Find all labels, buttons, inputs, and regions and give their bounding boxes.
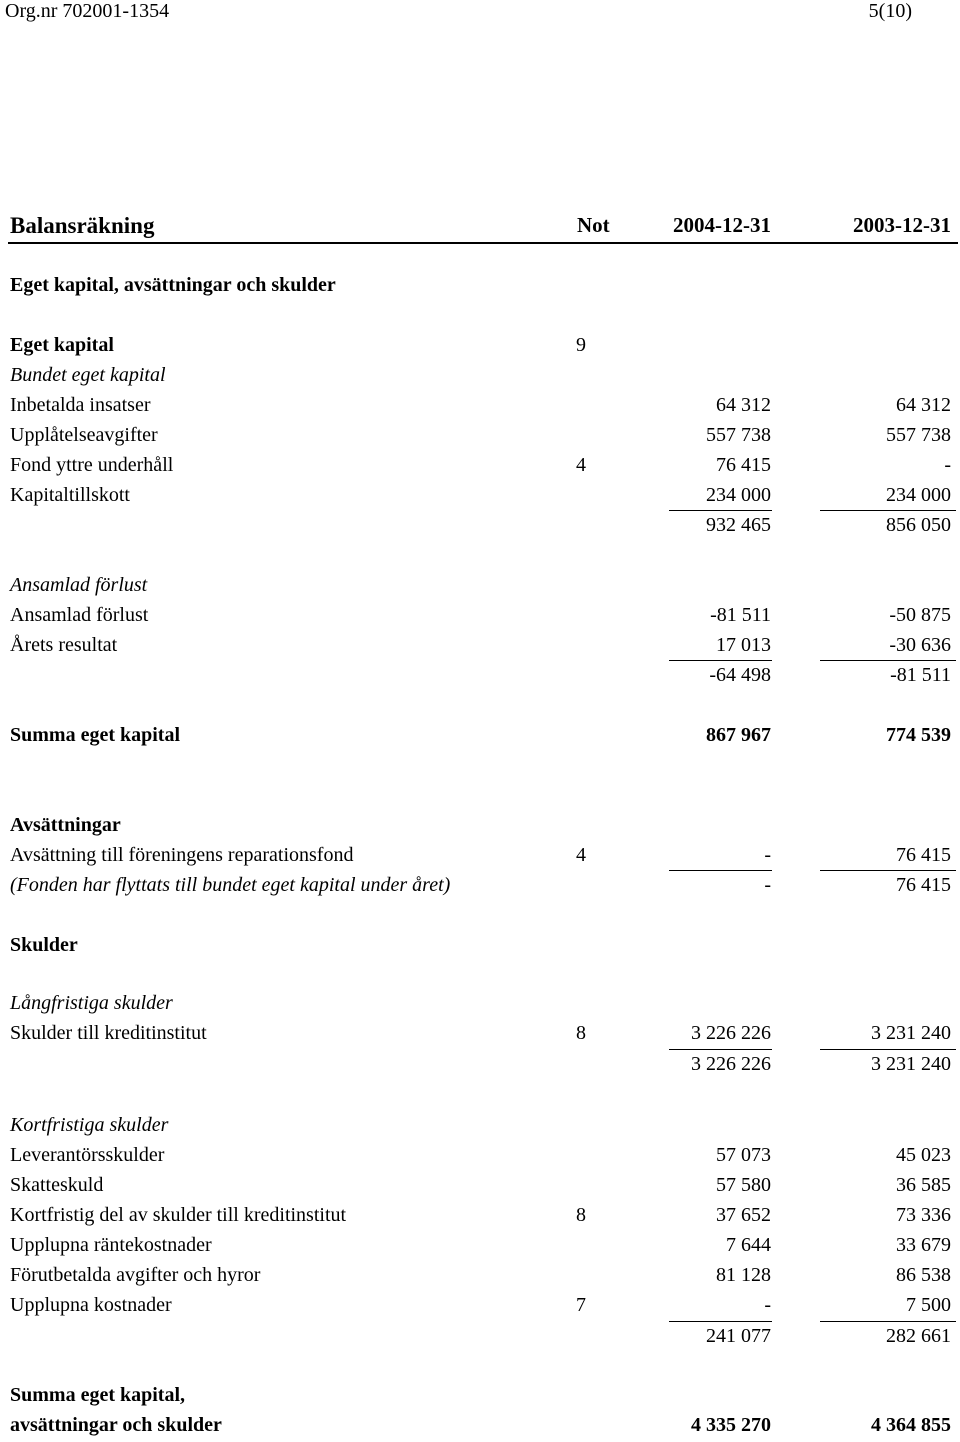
balance-row [0,574,960,602]
balance-row [0,724,960,752]
row-label: Leverantörsskulder [10,1144,165,1166]
row-label: Avsättning till föreningens reparationsfond [10,844,354,866]
row-value-2004: 64 312 [716,394,771,416]
row-value-2003: 33 679 [896,1234,951,1256]
row-value-2003: 557 738 [886,424,951,446]
row-note: 4 [576,844,586,866]
row-value-2004: -64 498 [709,664,771,686]
row-value-2003: 36 585 [896,1174,951,1196]
row-value-2004: - [764,1294,771,1316]
row-label: Kortfristiga skulder [10,1114,169,1136]
balance-row [0,1144,960,1172]
sum-underline [669,510,772,511]
org-number: Org.nr 702001-1354 [5,0,170,22]
row-value-2004: 81 128 [716,1264,771,1286]
row-value-2003: -81 511 [890,664,951,686]
row-label: Kapitaltillskott [10,484,130,506]
sum-underline [820,870,956,871]
balance-row [0,934,960,962]
row-label: Årets resultat [10,634,118,656]
row-label: Långfristiga skulder [10,992,173,1014]
row-note: 8 [576,1022,586,1044]
sum-underline [820,1321,956,1322]
balance-row [0,484,960,512]
row-value-2003: -30 636 [889,634,951,656]
balance-row [0,1264,960,1292]
row-value-2003: 234 000 [886,484,951,506]
row-label: Inbetalda insatser [10,394,151,416]
row-value-2003: 774 539 [886,724,951,746]
row-value-2004: 557 738 [706,424,771,446]
balance-row [0,364,960,392]
row-label: Eget kapital [10,334,114,356]
row-label: Kortfristig del av skulder till kreditinstitut [10,1204,347,1226]
row-note: 9 [576,334,586,356]
balance-row [0,844,960,872]
row-value-2004: 234 000 [706,484,771,506]
sum-underline [669,1049,772,1050]
row-value-2004: 4 335 270 [691,1414,771,1436]
balance-row [0,604,960,632]
balance-row [0,1022,960,1050]
row-value-2003: 86 538 [896,1264,951,1286]
balance-row [0,664,960,692]
balance-row [0,814,960,842]
row-value-2004: 3 226 226 [691,1022,771,1044]
balance-row [0,1053,960,1081]
row-note: 8 [576,1204,586,1226]
balance-row [0,1294,960,1322]
row-label: Eget kapital, avsättningar och skulder [10,274,336,296]
column-header-note: Not [577,213,610,237]
balance-row [0,1325,960,1353]
sum-underline [820,660,956,661]
row-value-2003: 3 231 240 [871,1053,951,1075]
row-value-2004: 57 580 [716,1174,771,1196]
balance-row [0,1384,960,1412]
balance-sheet-title: Balansräkning [10,213,155,238]
row-value-2004: 57 073 [716,1144,771,1166]
balance-row [0,1114,960,1142]
balance-row [0,634,960,662]
sum-underline [820,1049,956,1050]
row-label: Fond yttre underhåll [10,454,174,476]
balance-row [0,454,960,482]
row-value-2004: 932 465 [706,514,771,536]
row-value-2004: - [764,844,771,866]
row-value-2004: 17 013 [716,634,771,656]
row-label: avsättningar och skulder [10,1414,222,1436]
sum-underline [669,870,772,871]
row-note: 4 [576,454,586,476]
sum-underline [669,660,772,661]
sum-underline [820,510,956,511]
balance-row [0,424,960,452]
row-value-2003: 7 500 [906,1294,951,1316]
row-value-2004: 76 415 [716,454,771,476]
row-label: Summa eget kapital, [10,1384,185,1406]
balance-row [0,874,960,902]
row-label: Ansamlad förlust [10,574,148,596]
row-value-2004: 3 226 226 [691,1053,771,1075]
row-value-2003: 856 050 [886,514,951,536]
balance-row [0,1234,960,1262]
row-label: Skulder till kreditinstitut [10,1022,207,1044]
row-label: Förutbetalda avgifter och hyror [10,1264,261,1286]
row-value-2003: - [944,454,951,476]
balance-row [0,334,960,362]
row-value-2003: 45 023 [896,1144,951,1166]
row-label: Upplupna kostnader [10,1294,172,1316]
row-value-2004: 867 967 [706,724,771,746]
row-note: 7 [576,1294,586,1316]
row-value-2003: 3 231 240 [871,1022,951,1044]
row-label: Bundet eget kapital [10,364,166,386]
row-label: Skatteskuld [10,1174,104,1196]
row-value-2004: - [764,874,771,896]
balance-row [0,992,960,1020]
row-label: Upplåtelseavgifter [10,424,158,446]
row-value-2003: -50 875 [889,604,951,626]
row-label: (Fonden har flyttats till bundet eget kapital under året) [10,874,451,896]
row-label: Summa eget kapital [10,724,180,746]
row-value-2004: 241 077 [706,1325,771,1347]
column-header-2003: 2003-12-31 [853,213,951,237]
row-label: Ansamlad förlust [10,604,149,626]
page-number: 5(10) [868,0,912,22]
row-value-2003: 64 312 [896,394,951,416]
row-label: Upplupna räntekostnader [10,1234,212,1256]
balance-row [0,1414,960,1442]
balance-row [0,1204,960,1232]
row-value-2003: 76 415 [896,844,951,866]
row-value-2003: 73 336 [896,1204,951,1226]
sum-underline [669,1321,772,1322]
row-value-2003: 282 661 [886,1325,951,1347]
row-value-2003: 4 364 855 [871,1414,951,1436]
row-value-2004: -81 511 [710,604,771,626]
row-label: Avsättningar [10,814,121,836]
balance-row [0,514,960,542]
balance-row [0,394,960,422]
balance-row [0,1174,960,1202]
row-label: Skulder [10,934,78,956]
row-value-2003: 76 415 [896,874,951,896]
title-underline [8,242,958,244]
row-value-2004: 37 652 [716,1204,771,1226]
row-value-2004: 7 644 [726,1234,771,1256]
column-header-2004: 2004-12-31 [673,213,771,237]
balance-row [0,274,960,302]
